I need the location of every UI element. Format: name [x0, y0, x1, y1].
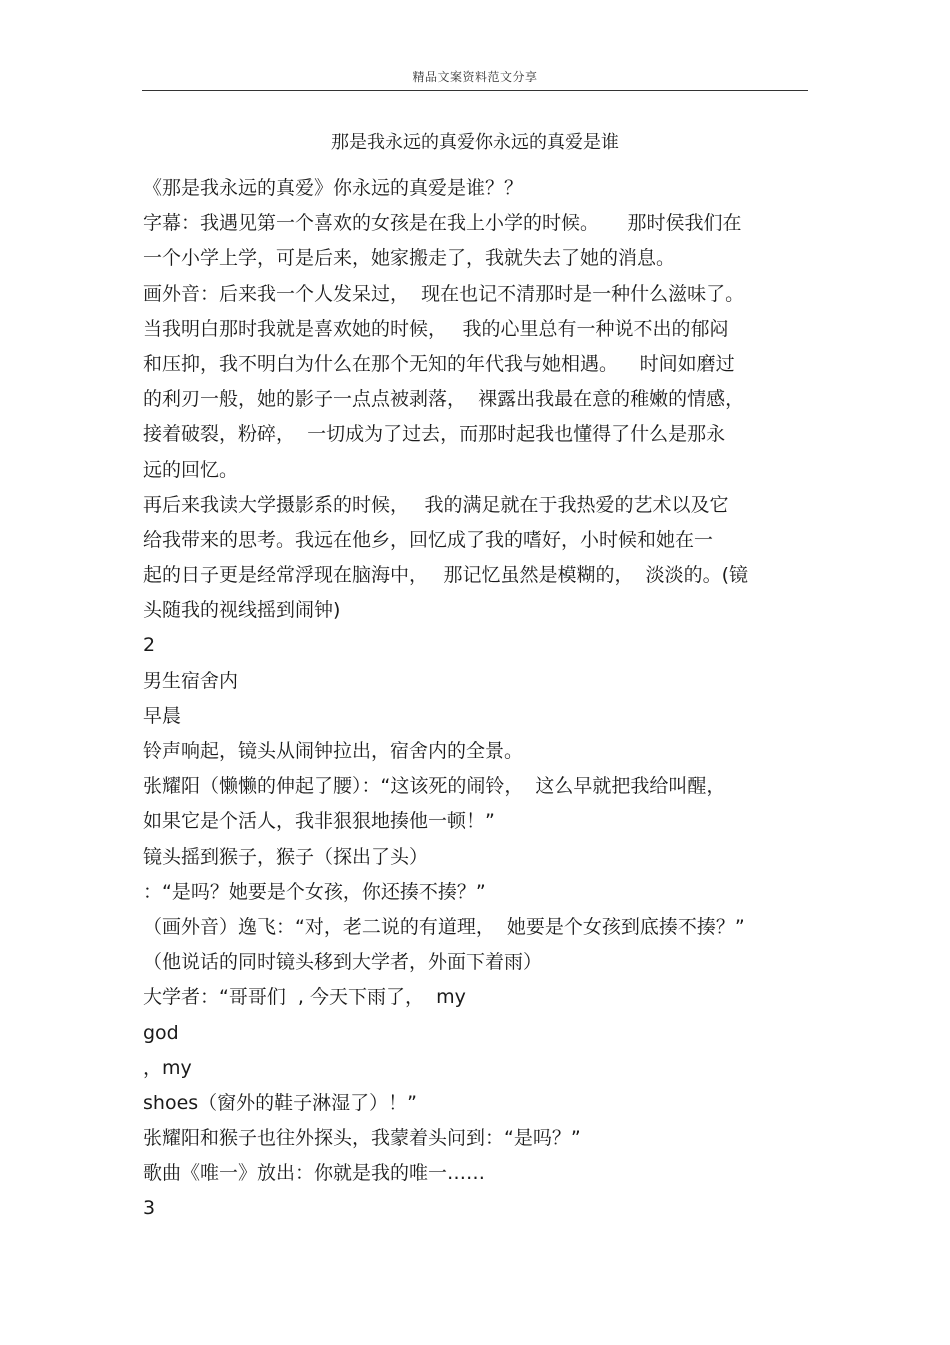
document-title: 那是我永远的真爱你永远的真爱是谁 — [331, 132, 619, 153]
body-line: 接着破裂，粉碎， 一切成为了过去，而那时起我也懂得了什么是那永 — [143, 423, 726, 446]
body-line: 2 — [143, 634, 156, 657]
body-line: （他说话的同时镜头移到大学者，外面下着雨） — [143, 951, 543, 974]
body-line: 镜头摇到猴子，猴子（探出了头） — [143, 845, 429, 868]
body-line: god — [143, 1021, 179, 1044]
body-line: 铃声响起，镜头从闹钟拉出，宿舍内的全景。 — [143, 740, 524, 762]
body-line: 当我明白那时我就是喜欢她的时候， 我的心里总有一种说不出的郁闷 — [143, 317, 729, 340]
body-line: 一个小学上学，可是后来，她家搬走了，我就失去了她的消息。 — [143, 247, 676, 270]
body-line: 再后来我读大学摄影系的时候， 我的满足就在于我热爱的艺术以及它 — [143, 493, 729, 516]
body-line: 如果它是个活人，我非狠狠地揍他一顿！” — [143, 810, 495, 833]
body-line: 张耀阳和猴子也往外探头，我蒙着头问到：“是吗？” — [143, 1127, 581, 1150]
body-line: 头随我的视线摇到闹钟) — [143, 599, 341, 622]
body-line: ：“是吗？她要是个女孩，你还揍不揍？” — [143, 880, 486, 903]
body-line: 歌曲《唯一》放出：你就是我的唯一…… — [143, 1162, 486, 1185]
body-line: 男生宿舍内 — [143, 669, 239, 692]
body-line: 《那是我永远的真爱》你永远的真爱是谁？？ — [143, 177, 524, 199]
body-line: 张耀阳（懒懒的伸起了腰）：“这该死的闹铃， 这么早就把我给叫醒， — [143, 775, 726, 798]
body-line: （画外音）逸飞：“对，老二说的有道理， 她要是个女孩到底揍不揍？” — [143, 915, 745, 938]
body-line: 起的日子更是经常浮现在脑海中， 那记忆虽然是模糊的， 淡淡的。(镜 — [143, 564, 749, 587]
body-line: ，my — [143, 1056, 192, 1079]
body-line: 早晨 — [143, 704, 182, 727]
body-line: 3 — [143, 1197, 156, 1220]
body-line: 字幕：我遇见第一个喜欢的女孩是在我上小学的时候。 那时侯我们在 — [143, 212, 742, 235]
body-line: 的利刃一般，她的影子一点点被剥落， 裸露出我最在意的稚嫩的情感， — [143, 388, 745, 411]
body-line: 远的回忆。 — [143, 458, 239, 481]
body-line: 大学者：“哥哥们 , 今天下雨了， my — [143, 986, 466, 1009]
page-header: 精品文案资料范文分享 — [412, 70, 538, 84]
body-line: 画外音：后来我一个人发呆过， 现在也记不清那时是一种什么滋味了。 — [143, 282, 745, 305]
body-line: 给我带来的思考。我远在他乡，回忆成了我的嗜好，小时候和她在一 — [143, 528, 714, 551]
document-body — [143, 173, 808, 1229]
header-divider — [142, 90, 808, 91]
body-line: shoes（窗外的鞋子淋湿了）！” — [143, 1091, 417, 1114]
body-line: 和压抑，我不明白为什么在那个无知的年代我与她相遇。 时间如磨过 — [143, 352, 735, 375]
